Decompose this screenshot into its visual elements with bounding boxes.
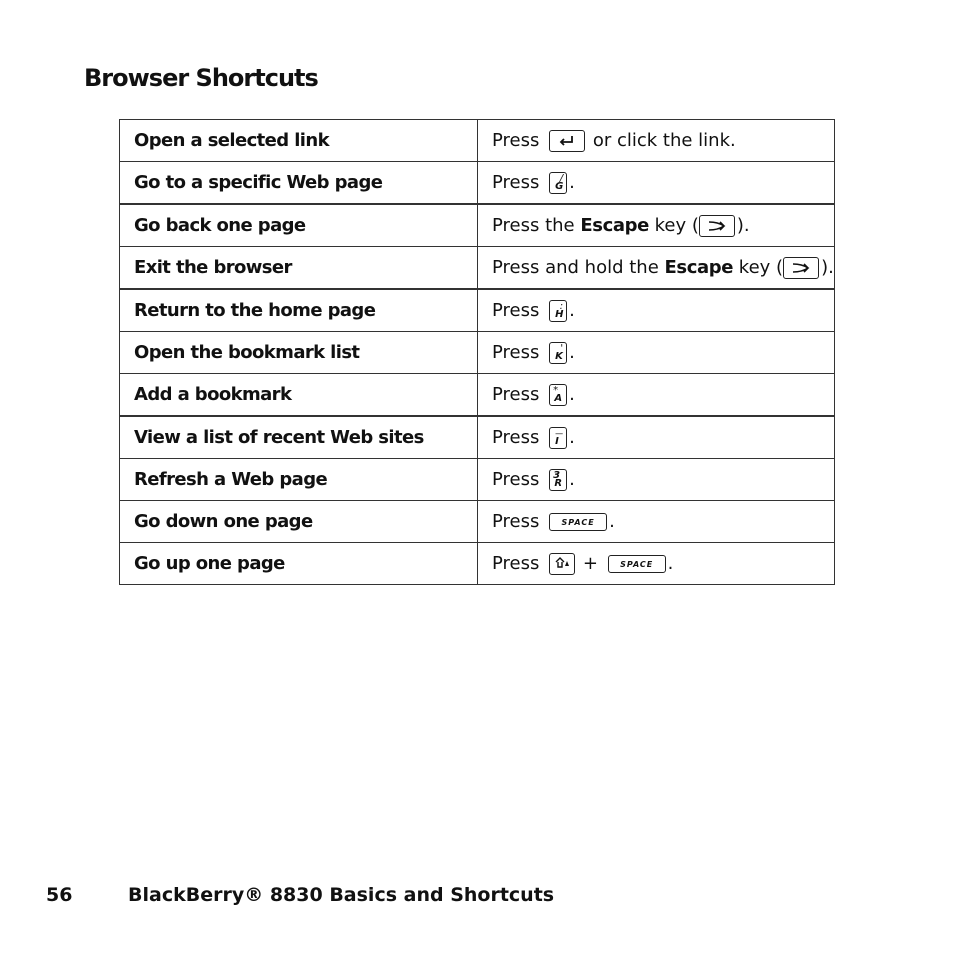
enter-key-icon [549,130,585,152]
description-text: Press [492,341,540,363]
description-text: . [569,426,575,448]
description-text: . [569,468,575,490]
table-row [120,332,835,374]
shortcut-action: Return to the home page [120,289,478,332]
table-row [120,459,835,501]
description-text: Press [492,383,540,405]
shortcut-description [478,416,835,459]
description-text: . [569,171,575,193]
description-text: or click the link. [592,129,736,151]
table-row [120,247,835,290]
description-text: key ( [738,256,784,278]
i-key-icon: — I [549,427,567,449]
plus-sign: + [582,552,598,574]
escape-label: Escape [664,256,734,278]
description-text: Press the [492,214,575,236]
description-text: . [667,552,674,574]
shortcut-description [478,459,835,501]
page-number: 56 [46,884,73,906]
shortcut-action: Add a bookmark [120,374,478,417]
table-row [120,543,835,585]
table-row [120,289,835,332]
description-text: Press [492,426,540,448]
escape-key-icon [699,215,735,237]
shortcut-action: Open the bookmark list [120,332,478,374]
shortcut-description [478,162,835,205]
shortcut-action: Go to a specific Web page [120,162,478,205]
table-row [120,120,835,162]
k-key-icon: ' K [549,342,567,364]
shortcut-action: Open a selected link [120,120,478,162]
footer-title: BlackBerry® 8830 Basics and Shortcuts [128,884,555,906]
description-text: Press [492,171,540,193]
page-footer [46,884,555,906]
shift-key-icon [549,553,575,575]
description-text: Press [492,468,540,490]
table-row [120,374,835,417]
description-text: key ( [654,214,699,236]
shortcut-description [478,289,835,332]
shortcut-description [478,204,835,247]
shortcut-description [478,543,835,585]
shortcuts-table [119,119,835,585]
table-row [120,416,835,459]
description-text: Press and hold the [492,256,659,278]
shortcut-action: Go down one page [120,501,478,543]
space-key-icon: SPACE [608,555,666,573]
escape-key-icon [783,257,819,279]
description-text: Press [492,299,540,321]
shortcut-description [478,332,835,374]
description-text: . [569,299,575,321]
shortcut-action: Go up one page [120,543,478,585]
table-row [120,501,835,543]
description-text: Press [492,129,540,151]
shortcut-description [478,374,835,417]
description-text: ). [736,214,750,236]
shortcut-action: Refresh a Web page [120,459,478,501]
page-title: Browser Shortcuts [84,64,318,92]
description-text: Press [492,552,540,574]
h-key-icon: : H [549,300,567,322]
a-key-icon: * A [549,384,567,406]
description-text: . [609,511,615,532]
g-key-icon: / G [549,172,567,194]
description-text: . [569,341,575,363]
shortcut-description [478,501,835,543]
description-text: . [569,383,575,405]
table-row [120,204,835,247]
shortcut-action: View a list of recent Web sites [120,416,478,459]
shortcut-action: Exit the browser [120,247,478,290]
description-text: ). [821,256,834,278]
table-row [120,162,835,205]
shortcut-description [478,120,835,162]
space-key-icon: SPACE [549,513,607,531]
description-text: Press [492,511,540,532]
r-key-icon: 3 R [549,469,567,491]
shortcut-description [478,247,835,290]
shortcut-action: Go back one page [120,204,478,247]
escape-label: Escape [580,214,649,236]
